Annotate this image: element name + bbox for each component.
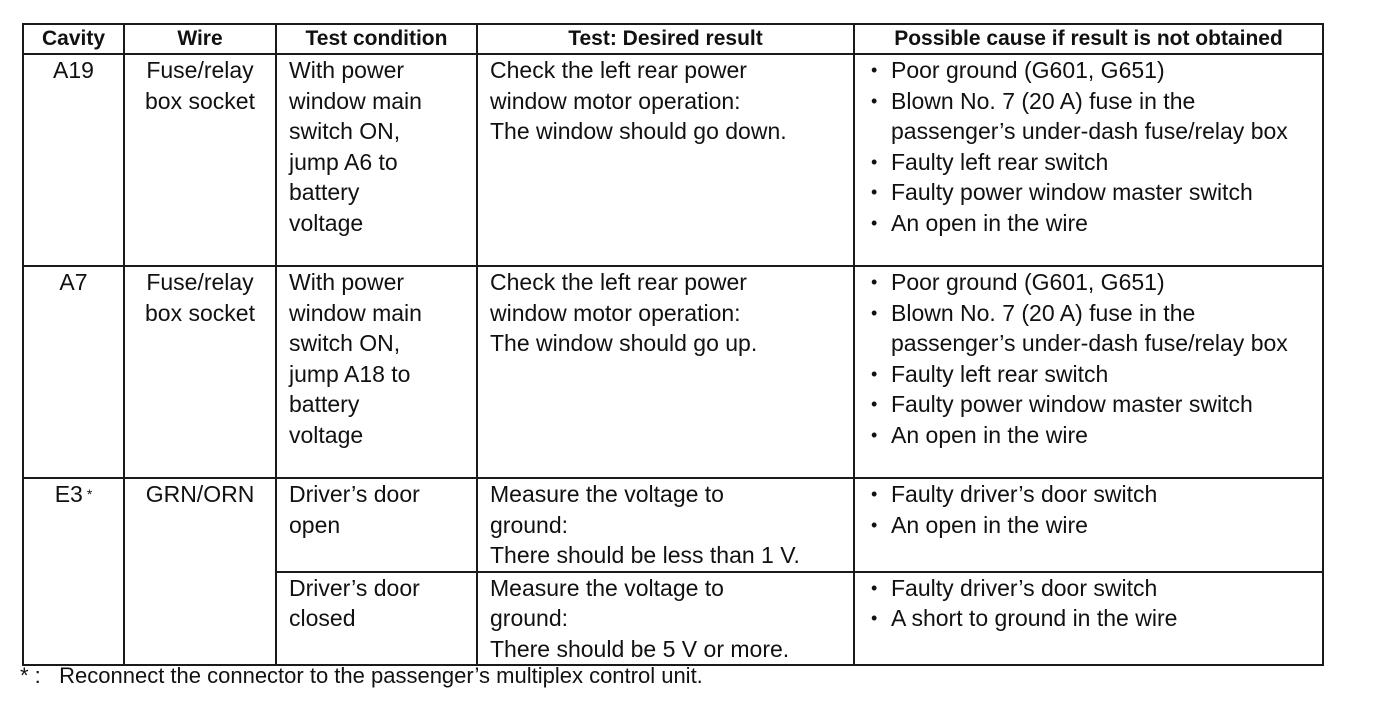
cause-item: • Faulty power window master switch [865,177,1322,208]
cavity-cell [23,54,124,266]
cause-item: • Faulty left rear switch [865,359,1322,390]
test-condition-cell [276,572,477,666]
test-condition-line: battery [289,391,360,417]
desired-result-line: window motor operation: [490,87,741,114]
wire-cell [124,266,276,478]
header-possible-cause: Possible cause if result is not obtained [854,24,1323,54]
wire-line: Fuse/relay [146,269,254,295]
table-header-row [23,24,1323,54]
possible-cause-cell [854,266,1323,478]
test-condition-line: switch ON, [289,118,401,144]
wire-cell [124,478,276,665]
test-condition-line: With power [289,57,405,83]
desired-result-cell [477,478,854,572]
footnote: * : Reconnect the connector to the passenger’s multiplex control unit. [20,663,703,688]
test-condition-line: switch ON, [289,330,401,356]
desired-result-line: Check the left rear power [490,269,747,295]
cavity-cell [23,266,124,478]
cause-item: • Faulty driver’s door switch [865,479,1322,510]
desired-result-line: The window should go up. [490,330,758,356]
test-condition-line: Driver’s door [289,481,420,507]
test-condition-line: Driver’s door [289,574,420,601]
cause-item: • Blown No. 7 (20 A) fuse in the passenger’s under-dash fuse/relay box [865,298,1322,359]
test-condition-line: With power [289,269,405,295]
possible-cause-cell [854,572,1323,666]
wire-line: GRN/ORN [145,481,255,507]
test-condition-line: window main [289,299,422,326]
cause-item: • Poor ground (G601, G651) [865,267,1322,298]
desired-result-line: Measure the voltage to [490,574,724,601]
cause-item: • Blown No. 7 (20 A) fuse in the passenger’s under-dash fuse/relay box [865,86,1322,147]
test-condition-line: jump A18 to [289,360,411,387]
test-condition-cell [276,54,477,266]
test-condition-line: window main [289,87,422,114]
desired-result-cell [477,54,854,266]
cause-list [865,573,1322,634]
header-desired-result: Test: Desired result [477,24,854,54]
cause-item: • Faulty power window master switch [865,389,1322,420]
possible-cause-cell [854,478,1323,572]
cavity-label: A7 [59,269,88,295]
wire-cell [124,54,276,266]
header-test-condition: Test condition [276,24,477,54]
table-row [23,54,1323,266]
test-condition-cell [276,266,477,478]
cause-item: • Poor ground (G601, G651) [865,55,1322,86]
cavity-cell [23,478,124,665]
desired-result-cell [477,266,854,478]
cause-list [865,55,1322,238]
header-wire: Wire [124,24,276,54]
desired-result-line: Measure the voltage to [490,481,724,507]
cavity-label: A19 [53,57,94,83]
footnote-marker: * [86,486,93,502]
desired-result-line: Check the left rear power [490,57,747,83]
table-row [23,266,1323,478]
cavity-label: E3 [54,481,83,507]
cause-list [865,267,1322,450]
desired-result-cell [477,572,854,666]
desired-result-line: The window should go down. [490,118,787,144]
cause-item: • Faulty left rear switch [865,147,1322,178]
desired-result-line: There should be 5 V or more. [490,635,790,662]
cause-item: • Faulty driver’s door switch [865,573,1322,604]
wire-line: Fuse/relay [146,57,254,83]
test-condition-line: battery [289,179,360,205]
diagnostic-table [22,23,1324,666]
test-condition-line: voltage [289,209,364,236]
cause-item: • An open in the wire [865,420,1322,451]
test-condition-cell [276,478,477,572]
wire-line: box socket [145,299,255,326]
cause-item: • An open in the wire [865,510,1322,541]
test-condition-line: voltage [289,421,364,448]
cause-item: • A short to ground in the wire [865,603,1322,634]
desired-result-line: window motor operation: [490,299,741,326]
possible-cause-cell [854,54,1323,266]
table-row [23,478,1323,572]
cause-item: • An open in the wire [865,208,1322,239]
test-condition-line: closed [289,605,356,631]
desired-result-line: ground: [490,511,569,538]
header-cavity: Cavity [23,24,124,54]
desired-result-line: There should be less than 1 V. [490,542,800,568]
test-condition-line: open [289,511,341,538]
wire-line: box socket [145,87,255,114]
test-condition-line: jump A6 to [289,148,398,175]
cause-list [865,479,1322,540]
desired-result-line: ground: [490,605,569,631]
